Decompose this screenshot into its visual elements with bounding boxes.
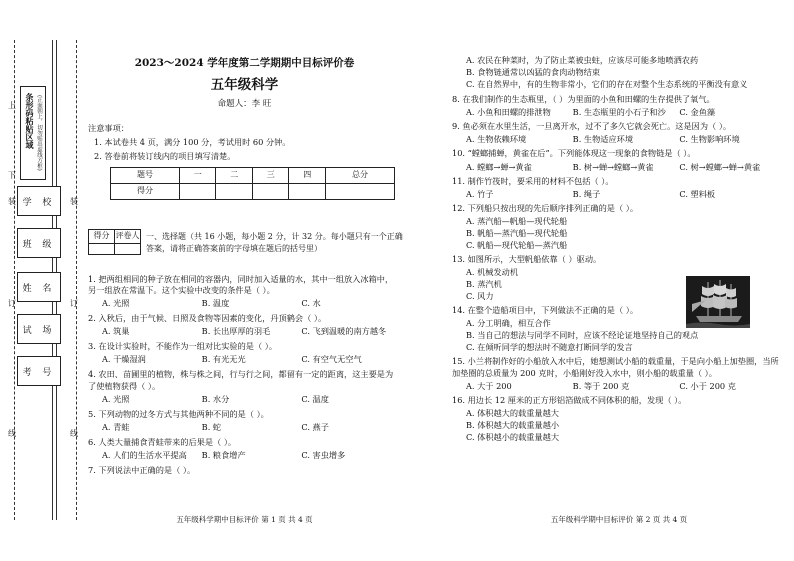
notes [88,123,401,165]
option[interactable]: B. 绳子 [572,188,601,199]
question-8-options [452,107,786,118]
binding-top-label: 上 [8,101,16,110]
option[interactable]: C. 有空气无空气 [301,354,362,365]
binding-zhuang-left: 装 [8,197,16,206]
exam-title: 2023～2024 学年度第二学期期中目标评价卷 [134,57,355,69]
option[interactable]: B. 生物适应环境 [572,134,634,145]
note-1: 1. 本试卷共 4 页，满分 100 分，考试用时 60 分钟。 [94,137,291,148]
option[interactable]: B. 树→蝉→螳螂→黄雀 [572,161,654,172]
sailing-ship-image [686,276,750,328]
page-1-footer: 五年级科学期中目标评价 第 1 页 共 4 页 [176,514,313,524]
question-7-option-c[interactable]: C. 在自然界中，有的生物非常小，它们的存在对整个生态系统的平衡没有意义 [466,79,748,90]
subject-title: 五年级科学 [210,77,279,93]
note-2: 2. 答卷前将装订线内的项目填写清楚。 [94,151,236,162]
question-12-option-c[interactable]: C. 帆船—现代轮船—蒸汽船 [466,239,568,250]
score-cell[interactable] [325,184,394,200]
option[interactable]: B. 等于 200 克 [572,380,630,391]
page-2 [452,0,786,561]
question-14-option-a[interactable]: A. 分工明确，相互合作 [466,318,551,329]
question-12: 12. 下列船只按出现的先后顺序排列正确的是（ ）。 [452,202,639,213]
score-row-label: 得分 [111,184,180,200]
option[interactable]: B. 粮食增产 [201,449,246,460]
option[interactable]: C. 飞到温暖的南方越冬 [301,326,387,337]
grader-score-label: 得分 [89,230,115,244]
question-5-options [88,422,401,433]
question-7: 7. 下列说法中正确的是（ ）。 [88,464,196,475]
question-14-option-b[interactable]: B. 当自己的想法与同学不同时，应该不经论证地坚持自己的观点 [466,330,699,341]
option[interactable]: A. 小鱼和田螺的排泄物 [466,107,551,118]
question-10-options [452,162,786,173]
option[interactable]: A. 螳螂→蝉→黄雀 [466,161,532,172]
grader-name-cell[interactable] [115,244,141,255]
option[interactable]: A. 干燥湿润 [102,354,146,365]
notes-title: 注意事项： [88,123,129,133]
name-field[interactable]: 姓 名 [17,272,61,302]
option[interactable]: A. 光照 [102,298,130,309]
option[interactable]: C. 塑料板 [679,188,716,199]
school-field[interactable]: 学 校 [17,186,61,216]
question-1: 1. 把两组相同的种子放在相同的容器内，同时加入适量的水，其中一组放入冰箱中，另一组放在常温下。这个实验中改变的条件是（ ）。 [88,274,394,296]
barcode-area [20,86,46,180]
question-15: 15. 小兰将制作好的小船放入水中后，她想测试小船的载重量，于是向小船上加垫圈，当所加垫圈的总质量为 200 克时，小船刚好没入水中，则小船的载重量（ ）。 [452,356,779,378]
question-11-options [452,189,786,200]
option[interactable]: A. 竹子 [466,188,494,199]
question-3: 3. 在设计实验时，不能作为一组对比实验的是（ ）。 [88,341,278,352]
class-field[interactable]: 班 级 [17,228,61,258]
question-6: 6. 人类大量捕食青蛙带来的后果是（ ）。 [88,436,237,447]
question-13-option-b[interactable]: B. 蒸汽机 [466,279,502,290]
score-cell[interactable] [252,184,289,200]
score-header-cell: 总分 [325,168,394,184]
question-4-options [88,394,401,405]
binding-dashed-line-inner [76,40,77,520]
barcode-title: 条形码粘贴区域 [25,93,35,149]
score-header-cell: 题号 [111,168,180,184]
binding-xian-right: 线 [70,429,78,438]
option[interactable]: C. 温度 [301,393,329,404]
option[interactable]: B. 生态瓶里的小石子和沙 [572,107,666,118]
score-cell[interactable] [289,184,326,200]
binding-ding-right: 订 [70,299,78,308]
score-table-header [111,168,395,184]
score-header-cell: 一 [179,168,216,184]
option[interactable]: B. 长出厚厚的羽毛 [201,326,271,337]
score-header-cell: 四 [289,168,326,184]
question-6-options [88,450,401,461]
page-2-footer: 五年级科学期中目标评价 第 2 页 共 4 页 [550,514,688,524]
grader-box [88,229,141,255]
score-cell[interactable] [179,184,216,200]
option[interactable]: A. 光照 [102,393,130,404]
binding-ding-left: 订 [8,299,16,308]
question-9-options [452,134,786,145]
option[interactable]: C. 金鱼藻 [679,107,716,118]
question-8: 8. 在我们制作的生态瓶里，（ ）为里面的小鱼和田螺的生存提供了氧气。 [452,94,715,105]
binding-dashed-line-outer [14,40,15,520]
questions-page-1 [88,274,401,478]
option[interactable]: C. 害虫增多 [301,449,346,460]
questions-page-2 [452,54,786,444]
question-14-option-c[interactable]: C. 在倾听同学的想法时不随意打断同学的发言 [466,342,633,353]
question-11: 11. 制作竹筏时，要采用的材料不包括（ ）。 [452,175,614,186]
option[interactable]: A. 生物依赖环境 [466,134,527,145]
option[interactable]: B. 蛇 [201,421,222,432]
barcode-subtitle: (正面朝上，切勿贴出虚线方框) [36,95,42,171]
question-4: 4. 农田、苗圃里的植物，株与株之间，行与行之间，都留有一定的距离，这主要是为了使植物获得（ ）。 [88,369,394,391]
option[interactable]: C. 水 [301,298,321,309]
question-2: 2. 入秋后，由于气候、日照及食物等因素的变化，丹顶鹤会（ ）。 [88,313,327,324]
question-16: 16. 用边长 12 厘米的正方形铝箔做成不同体积的船，发现（ ）。 [452,394,687,405]
section-1-instructions: 一、选择题（共 16 小题，每小题 2 分，计 32 分。每小题只有一个正确答案，请将正确答案前的字母填在题后的括号里） [146,232,403,253]
question-16-option-a[interactable]: A. 体积越大的载重量越大 [466,407,559,418]
proposer: 命题人：李 旺 [217,99,272,109]
question-10: 10. “螳螂捕蝉，黄雀在后”。下列能体现这一现象的食物链是（ ）。 [452,148,696,159]
question-5: 5. 下列动物的过冬方式与其他两种不同的是（ ）。 [88,408,269,419]
exam-room-field[interactable]: 试 场 [17,314,61,344]
option[interactable]: B. 温度 [201,298,230,309]
option[interactable]: C. 生物影响环境 [679,134,740,145]
option[interactable]: C. 燕子 [301,421,329,432]
binding-bottom-label: 下 [8,171,16,180]
option[interactable]: A. 人们的生活水平提高 [102,449,187,460]
question-7-option-b[interactable]: B. 食物链通常以凶猛的食肉动物结束 [466,67,601,78]
option[interactable]: C. 小于 200 克 [679,380,736,391]
option[interactable]: A. 筑巢 [102,326,130,337]
question-16-option-b[interactable]: B. 体积越大的载重量越小 [466,419,560,430]
binding-strip [0,0,86,561]
question-2-options [88,326,401,337]
option[interactable]: C. 树→螳螂→蝉→黄雀 [679,161,761,172]
score-table-row [111,184,395,200]
question-15-options [452,381,786,392]
question-16-option-c[interactable]: C. 体积越小的载重量越大 [466,431,560,442]
question-13: 13. 如图所示，大型帆船依靠（ ）驱动。 [452,253,602,264]
question-1-options [88,298,401,309]
score-header-cell: 二 [216,168,253,184]
score-table [110,167,395,200]
exam-number-field[interactable]: 考 号 [17,356,61,386]
question-7-option-a[interactable]: A. 农民在种菜时，为了防止菜被虫蛀，应该尽可能多地喷洒农药 [466,55,699,65]
sailing-ship-icon [686,276,750,328]
score-header-cell: 三 [252,168,289,184]
option[interactable]: B. 有光无光 [201,354,246,365]
option[interactable]: A. 大于 200 [466,380,512,391]
score-cell[interactable] [216,184,253,200]
question-13-option-c[interactable]: C. 风力 [466,291,494,302]
grader-score-cell[interactable] [89,244,115,255]
binding-xian-left: 线 [8,429,16,438]
option[interactable]: A. 青蛙 [102,421,130,432]
question-12-option-b[interactable]: B. 帆船—蒸汽船—现代轮船 [466,227,568,238]
grader-label: 评卷人 [115,230,141,244]
question-3-options [88,354,401,365]
question-9: 9. 鱼必须在水里生活，一旦离开水，过不了多久它就会死亡。这是因为（ ）。 [452,121,732,132]
question-14: 14. 在整个造船项目中，下列做法不正确的是（ ）。 [452,305,639,316]
question-12-option-a[interactable]: A. 蒸汽船—帆船—现代轮船 [466,215,568,226]
binding-zhuang-right: 装 [70,197,78,206]
option[interactable]: B. 水分 [201,393,230,404]
question-13-option-a[interactable]: A. 机械发动机 [466,267,519,277]
page-1 [88,0,401,561]
